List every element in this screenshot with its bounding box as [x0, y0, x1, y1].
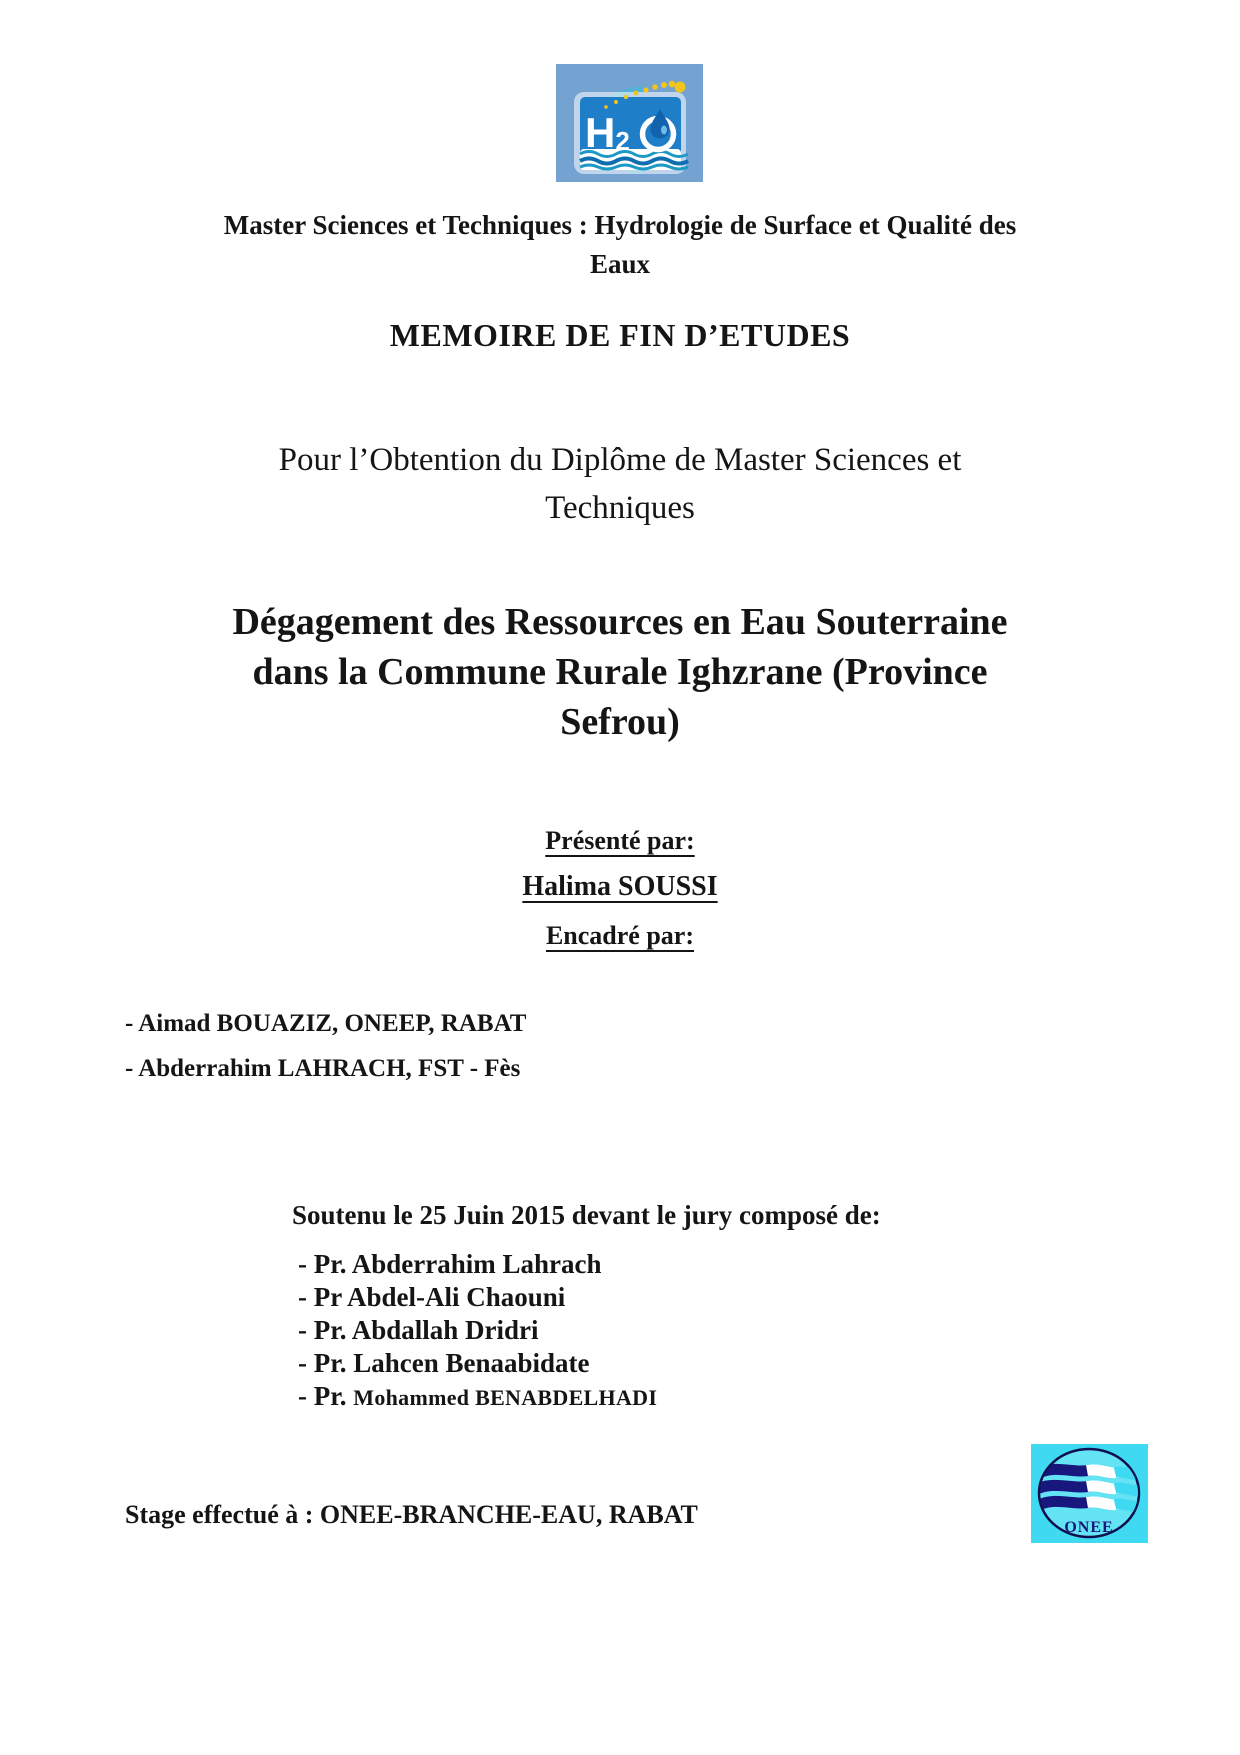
memoire-title: MEMOIRE DE FIN D’ETUDES [389, 317, 851, 353]
jury-list [292, 1248, 881, 1414]
jury-member: - Pr. Mohammed BENABDELHADI [298, 1381, 658, 1411]
internship-line: Stage effectué à : ONEE-BRANCHE-EAU, RABAT [125, 1500, 698, 1529]
onee-label: ONEE [1064, 1519, 1114, 1536]
supervisor-list [125, 1010, 526, 1100]
jury-member: - Pr Abdel-Ali Chaouni [298, 1282, 566, 1312]
program-title [0, 206, 1240, 284]
thesis-title-line3: Sefrou) [560, 701, 680, 743]
jury-section [292, 1200, 881, 1414]
degree-purpose-line2: Techniques [545, 490, 695, 526]
jury-intro: Soutenu le 25 Juin 2015 devant le jury composé de: [292, 1200, 881, 1230]
author-name: Halima SOUSSI [522, 871, 718, 902]
degree-purpose-line1: Pour l’Obtention du Diplôme de Master Sciences et [278, 442, 962, 478]
thesis-title [0, 597, 1240, 747]
program-title-line2: Eaux [589, 249, 651, 279]
degree-purpose [0, 436, 1240, 532]
onee-logo [1031, 1444, 1148, 1543]
supervisor-item: - Abderrahim LAHRACH, FST - Fès [125, 1055, 521, 1082]
thesis-title-line2: dans la Commune Rurale Ighzrane (Province [252, 651, 988, 693]
h2o-logo [556, 64, 703, 182]
program-title-line1: Master Sciences et Techniques : Hydrologie de Surface et Qualité des [223, 210, 1017, 240]
thesis-title-line1: Dégagement des Ressources en Eau Souterraine [232, 601, 1008, 643]
h2o-letters: H2 [585, 109, 630, 156]
presented-by-label: Présenté par: [545, 826, 695, 855]
onee-logo-graphic [1031, 1444, 1148, 1543]
supervised-by-label: Encadré par: [545, 921, 695, 950]
jury-member: - Pr. Abderrahim Lahrach [298, 1249, 602, 1279]
jury-member-name-small: Mohammed BENABDELHADI [353, 1385, 658, 1410]
jury-member: - Pr. Lahcen Benaabidate [298, 1348, 590, 1378]
supervisor-item: - Aimad BOUAZIZ, ONEEP, RABAT [125, 1010, 527, 1037]
onee-ribbons-icon [1035, 1469, 1143, 1506]
jury-member: - Pr. Abdallah Dridri [298, 1315, 539, 1345]
h2o-logo-graphic [556, 64, 703, 182]
